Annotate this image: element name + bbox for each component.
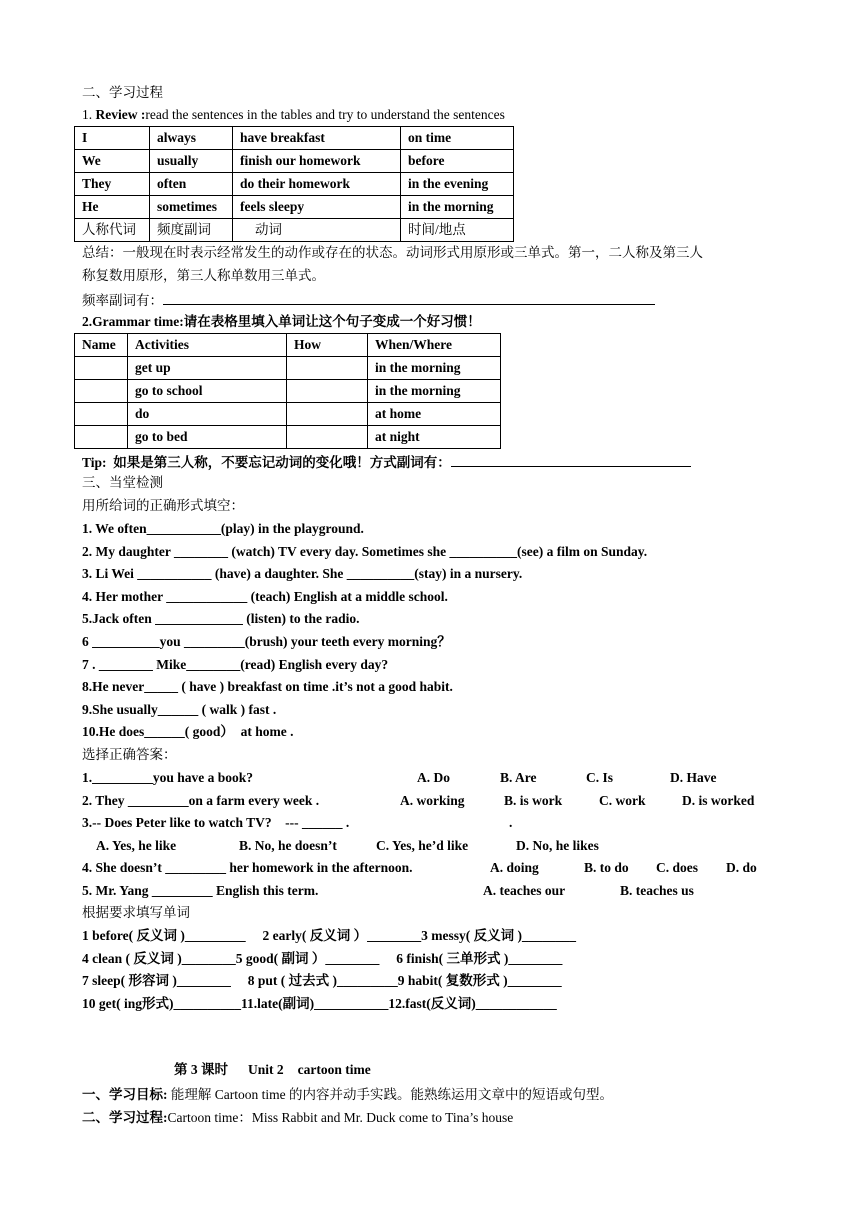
fill-item: 8.He never_____ ( have ) breakfast on time .it’s not a good habit. <box>82 679 453 695</box>
words-heading: 根据要求填写单词 <box>82 905 190 920</box>
fill-item: 1. We often___________(play) in the playground. <box>82 521 364 536</box>
choice-option[interactable]: A. teaches our <box>483 883 566 898</box>
tip-line: Tip: 如果是第三人称，不要忘记动词的变化哦！方式副词有： <box>82 452 691 472</box>
fill-item: 5.Jack often _____________ (listen) to the radio. <box>82 611 360 627</box>
grammar-cell: at home <box>368 403 501 426</box>
grammar-cell: at night <box>368 426 501 449</box>
review-cell: have breakfast <box>233 127 401 150</box>
review-cell: 人称代词 <box>75 219 150 242</box>
review-cell: in the evening <box>401 173 514 196</box>
review-cell: He <box>75 196 150 219</box>
grammar-row <box>75 357 501 380</box>
grammar-input-cell[interactable] <box>287 380 368 403</box>
grammar-input-cell[interactable] <box>75 380 128 403</box>
choice-option[interactable]: B. Are <box>500 770 537 785</box>
choice-option[interactable]: D. is worked <box>682 792 755 808</box>
choice-option[interactable]: B. teaches us <box>620 883 694 898</box>
tip-blank[interactable] <box>451 452 691 467</box>
grammar-cell: in the morning <box>368 357 501 380</box>
review-cell: in the morning <box>401 196 514 219</box>
grammar-input-cell[interactable] <box>287 357 368 380</box>
grammar-input-cell[interactable] <box>75 403 128 426</box>
fill-item: 9.She usually______ ( walk ) fast . <box>82 701 277 717</box>
review-cell: usually <box>150 150 233 173</box>
review-cell: do their homework <box>233 173 401 196</box>
choice-option[interactable]: D. No, he likes <box>516 837 599 853</box>
section-3-title: 三、当堂检测 <box>82 475 163 490</box>
review-cell: 频度副词 <box>150 219 233 242</box>
grammar-cell: in the morning <box>368 380 501 403</box>
word-form-line: 1 before( 反义词 )_________ 2 early( 反义词 ）________3 messy( 反义词 )________ <box>82 928 576 943</box>
choice-option[interactable]: C. work <box>599 792 646 808</box>
choice-question: 4. She doesn’t _________ her homework in the afternoon. <box>82 860 413 876</box>
review-table <box>74 126 514 242</box>
grammar-heading: 2.Grammar time:请在表格里填入单词让这个句子变成一个好习惯！ <box>82 314 481 329</box>
grammar-header-row <box>75 334 501 357</box>
review-cell: feels sleepy <box>233 196 401 219</box>
choice-question: 2. They _________on a farm every week . <box>82 792 320 808</box>
freq-adverbs-blank[interactable] <box>163 290 655 305</box>
choice-question: 3.-- Does Peter like to watch TV? --- ______ . <box>82 815 350 831</box>
fill-item: 6 __________you _________(brush) your teeth every morning？ <box>82 634 451 649</box>
fill-heading: 用所给词的正确形式填空： <box>82 498 244 513</box>
grammar-cell: When/Where <box>368 334 501 357</box>
review-row <box>75 196 514 219</box>
fill-item: 10.He does______( good） at home . <box>82 724 294 740</box>
review-cell: 动词 <box>233 219 401 242</box>
choice-option[interactable]: D. do <box>726 860 757 876</box>
grammar-input-cell[interactable] <box>75 357 128 380</box>
goal-line: 一、学习目标: 能理解 Cartoon time 的内容并动手实践。能熟练运用文章中的短语或句型。 <box>82 1087 613 1102</box>
grammar-cell: How <box>287 334 368 357</box>
review-row <box>75 127 514 150</box>
grammar-cell: Activities <box>128 334 287 357</box>
review-cell: 时间/地点 <box>401 219 514 242</box>
review-row <box>75 219 514 242</box>
summary-line-2: 称复数用原形，第三人称单数用三单式。 <box>82 268 325 283</box>
choice-question: 1._________you have a book? <box>82 770 254 785</box>
lesson-title: 第 3 课时 Unit 2 cartoon time <box>174 1062 371 1077</box>
review-cell: finish our homework <box>233 150 401 173</box>
fill-item: 7 . ________ Mike________(read) English every day? <box>82 656 389 672</box>
review-cell: often <box>150 173 233 196</box>
review-cell: on time <box>401 127 514 150</box>
choice-option[interactable]: C. Is <box>586 770 614 785</box>
fill-item: 2. My daughter ________ (watch) TV every day. Sometimes she __________(see) a film on Sunday. <box>82 543 648 559</box>
choice-option[interactable]: B. to do <box>584 860 629 876</box>
review-row <box>75 150 514 173</box>
choice-option[interactable]: C. Yes, he’d like <box>376 837 469 853</box>
choice-option[interactable]: B. No, he doesn’t <box>239 837 337 853</box>
grammar-row <box>75 403 501 426</box>
word-form-line: 4 clean ( 反义词 )________5 good( 副词 ）________ 6 finish( 三单形式 )________ <box>82 950 563 966</box>
word-form-line: 7 sleep( 形容词 )________ 8 put ( 过去式 )_________9 habit( 复数形式 )________ <box>82 973 562 989</box>
grammar-cell: do <box>128 403 287 426</box>
choice-heading: 选择正确答案： <box>82 747 177 762</box>
grammar-cell: go to school <box>128 380 287 403</box>
choice-option[interactable]: A. working <box>400 792 465 808</box>
grammar-cell: Name <box>75 334 128 357</box>
freq-adverbs-line: 频率副词有： <box>82 290 655 310</box>
choice-option[interactable]: D. Have <box>670 770 717 785</box>
choice-question: 5. Mr. Yang _________ English this term. <box>82 883 319 898</box>
process-line: 二、学习过程:Cartoon time：Miss Rabbit and Mr. Duck come to Tina’s house <box>82 1110 514 1125</box>
section-2-title: 二、学习过程 <box>82 85 163 100</box>
word-form-line: 10 get( ing形式)__________11.late(副词)___________12.fast(反义词)____________ <box>82 995 557 1011</box>
summary-line-1: 总结：一般现在时表示经常发生的动作或存在的状态。动词形式用原形或三单式。第一，二人称及第三人 <box>82 245 703 260</box>
choice-option[interactable]: C. does <box>656 860 699 876</box>
review-cell: We <box>75 150 150 173</box>
choice-option[interactable]: B. is work <box>504 792 563 808</box>
review-cell: before <box>401 150 514 173</box>
choice-option[interactable]: . <box>509 815 513 831</box>
review-cell: always <box>150 127 233 150</box>
grammar-cell: go to bed <box>128 426 287 449</box>
grammar-input-cell[interactable] <box>287 426 368 449</box>
grammar-table <box>74 333 501 449</box>
review-instruction: 1. Review :read the sentences in the tables and try to understand the sentences <box>82 107 505 122</box>
choice-option[interactable]: A. Do <box>417 770 450 785</box>
grammar-input-cell[interactable] <box>287 403 368 426</box>
choice-option[interactable]: A. Yes, he like <box>96 837 177 853</box>
grammar-cell: get up <box>128 357 287 380</box>
grammar-row <box>75 380 501 403</box>
review-cell: sometimes <box>150 196 233 219</box>
review-cell: They <box>75 173 150 196</box>
grammar-input-cell[interactable] <box>75 426 128 449</box>
review-cell: I <box>75 127 150 150</box>
grammar-row <box>75 426 501 449</box>
fill-item: 3. Li Wei ___________ (have) a daughter. She __________(stay) in a nursery. <box>82 566 523 582</box>
choice-option[interactable]: A. doing <box>490 860 539 876</box>
review-row <box>75 173 514 196</box>
fill-item: 4. Her mother ____________ (teach) English at a middle school. <box>82 588 448 604</box>
